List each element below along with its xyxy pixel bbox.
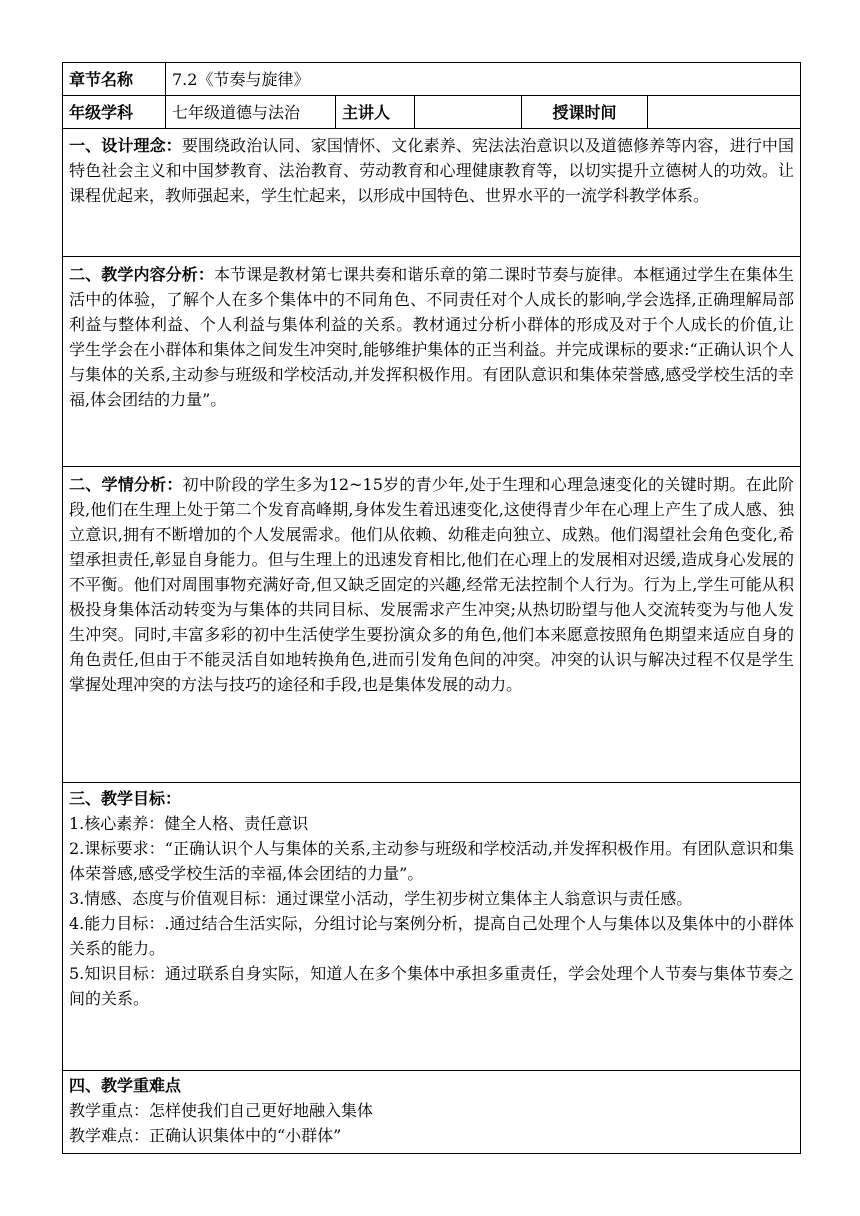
- lecturer-value: [415, 96, 522, 129]
- time-value: [648, 96, 801, 129]
- design-concept-row: [63, 129, 801, 257]
- key-difficult-points-row: [63, 1071, 801, 1154]
- objective-item: 4.能力目标：.通过结合生活实际，分组讨论与案例分析，提高自己处理个人与集体以及集体中的小群体关系的能力。: [69, 914, 795, 958]
- content-analysis-row: [63, 257, 801, 467]
- grade-row: [63, 96, 801, 129]
- lecturer-label: 主讲人: [336, 96, 415, 129]
- lesson-plan-table: [62, 62, 801, 1154]
- chapter-label: 章节名称: [63, 63, 166, 96]
- design-concept-cell: [63, 129, 801, 257]
- student-analysis-title: 二、学情分析：: [69, 475, 183, 494]
- teaching-objectives-title: 三、教学目标：: [69, 789, 182, 808]
- student-analysis-cell: [63, 467, 801, 783]
- student-analysis-text: 初中阶段的学生多为12~15岁的青少年,处于生理和心理急速变化的关键时期。在此阶段,他们在生理上处于第二个发育高峰期,身体发生着迅速变化,这使得青少年在心理上产生了成人感、独立意识,拥有不断增加的个人发展需求。他们从依赖、幼稚走向独立、成熟。他们渴望社会角色变化,希望承担责任,彰显自身能力。但与生理上的迅速发育相比,他们在心理上的发展相对迟缓,造成身心发展的不平衡。他们对周围事物充满好奇,但又缺乏固定的兴趣,经常无法控制个人行为。行为上,学生可能从积极投身集体活动转变为与集体的共同目标、发展需求产生冲突;从热切盼望与他人交流转变为与他人发生冲突。同时,丰富多彩的初中生活使学生要扮演众多的角色,他们本来愿意按照角色期望来适应自身的角色责任,但由于不能灵活自如地转换角色,进而引发角色间的冲突。冲突的认识与解决过程不仅是学生掌握处理冲突的方法与技巧的途径和手段,也是集体发展的动力。: [69, 475, 795, 694]
- grade-label: 年级学科: [63, 96, 166, 129]
- design-concept-text: 要围绕政治认同、家国情怀、文化素养、宪法法治意识以及道德修养等内容，进行中国特色社会主义和中国梦教育、法治教育、劳动教育和心理健康教育等，以切实提升立德树人的功效。让课程优起来，教师强起来，学生忙起来，以形成中国特色、世界水平的一流学科教学体系。: [69, 136, 795, 205]
- design-concept-title: 一、设计理念：: [69, 136, 182, 155]
- difficult-point: 教学难点：正确认识集体中的“小群体”: [69, 1126, 342, 1145]
- objective-item: 3.情感、态度与价值观目标：通过课堂小活动，学生初步树立集体主人翁意识与责任感。: [69, 889, 693, 908]
- key-point: 教学重点：怎样使我们自己更好地融入集体: [69, 1101, 374, 1120]
- grade-value: 七年级道德与法治: [166, 96, 336, 129]
- time-label: 授课时间: [522, 96, 648, 129]
- chapter-row: [63, 63, 801, 96]
- content-analysis-cell: [63, 257, 801, 467]
- objective-item: 5.知识目标：通过联系自身实际，知道人在多个集体中承担多重责任，学会处理个人节奏与集体节奏之间的关系。: [69, 964, 795, 1008]
- teaching-objectives-row: [63, 783, 801, 1071]
- content-analysis-title: 二、教学内容分析：: [69, 265, 215, 284]
- objective-item: 1.核心素养：健全人格、责任意识: [69, 814, 309, 833]
- content-analysis-text: 本节课是教材第七课共奏和谐乐章的第二课时节奏与旋律。本框通过学生在集体生活中的体验，了解个人在多个集体中的不同角色、不同责任对个人成长的影响,学会选择,正确理解局部利益与整体利益、个人利益与集体利益的关系。教材通过分析小群体的形成及对于个人成长的价值,让学生学会在小群体和集体之间发生冲突时,能够维护集体的正当利益。并完成课标的要求:“正确认识个人与集体的关系,主动参与班级和学校活动,并发挥积极作用。有团队意识和集体荣誉感,感受学校生活的幸福,体会团结的力量”。: [69, 265, 795, 409]
- key-difficult-points-cell: [63, 1071, 801, 1154]
- chapter-value: 7.2《节奏与旋律》: [166, 63, 801, 96]
- key-difficult-points-title: 四、教学重难点: [69, 1076, 182, 1095]
- teaching-objectives-cell: [63, 783, 801, 1071]
- objective-item: 2.课标要求：“正确认识个人与集体的关系,主动参与班级和学校活动,并发挥积极作用。有团队意识和集体荣誉感,感受学校生活的幸福,体会团结的力量”。: [69, 839, 795, 883]
- student-analysis-row: [63, 467, 801, 783]
